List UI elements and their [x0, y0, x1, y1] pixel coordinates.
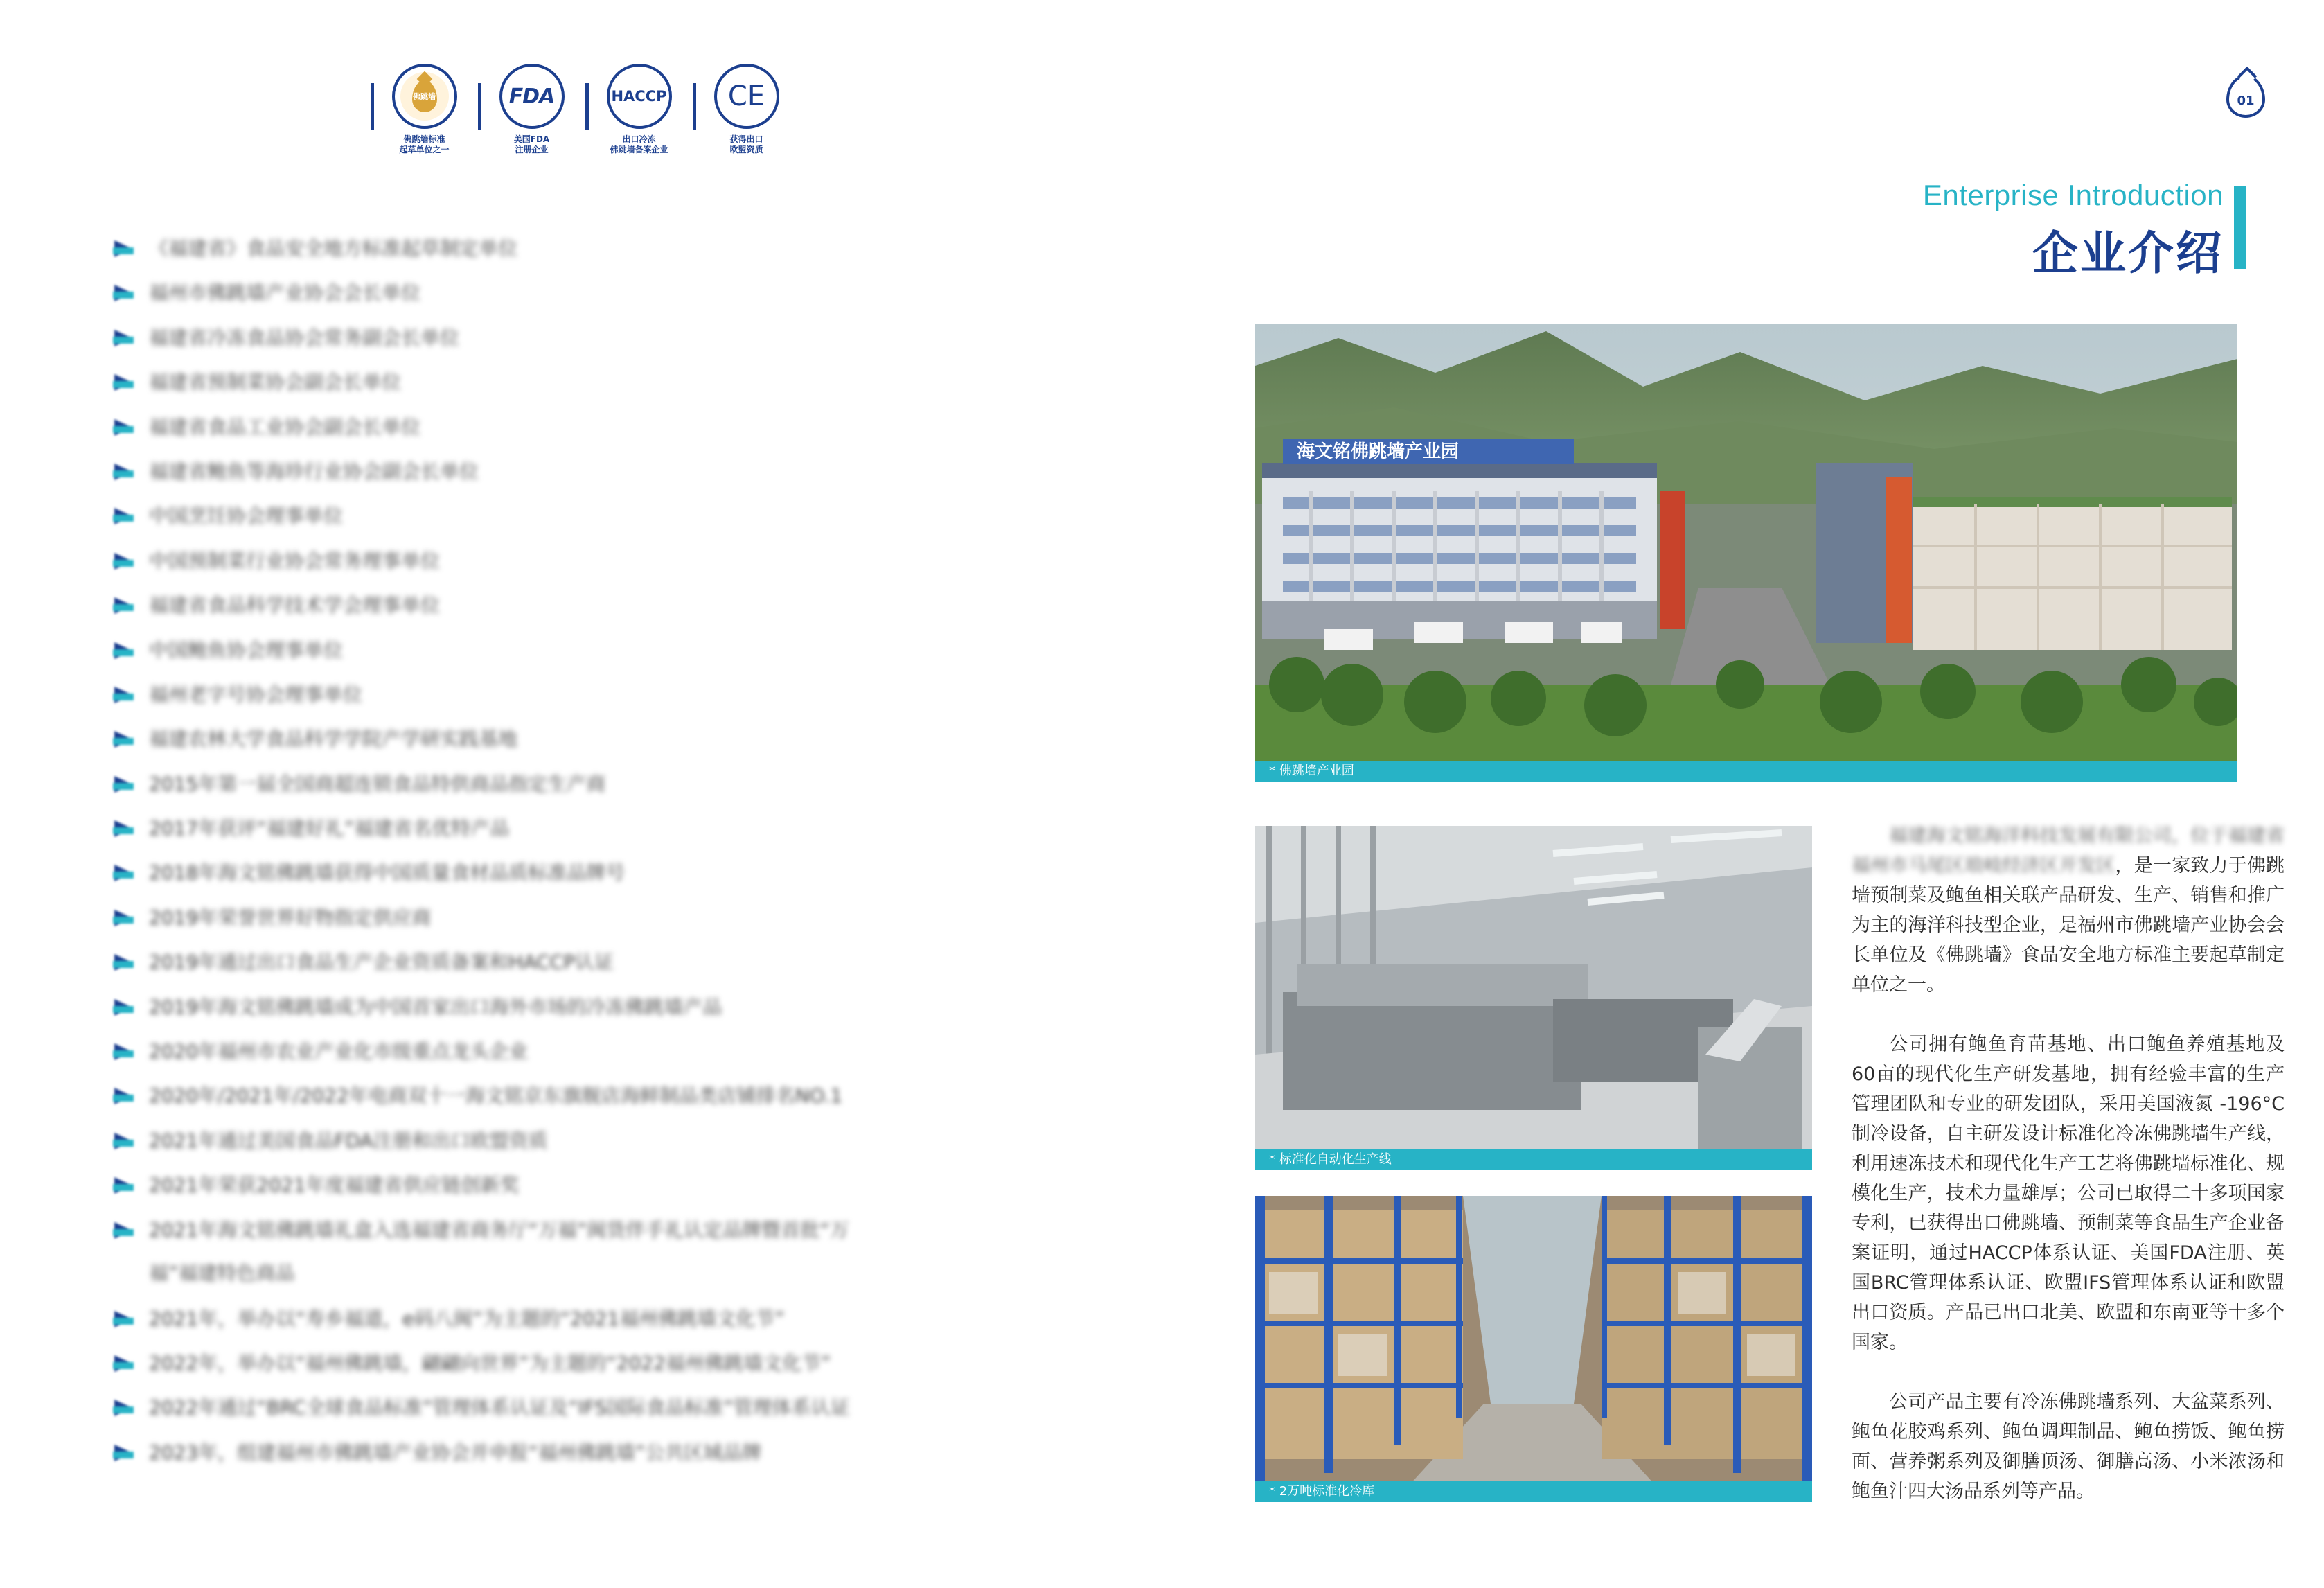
honor-text: 福建农林大学食品科学学院产学研实践基地 [149, 727, 518, 751]
arrow-bullet-icon [113, 730, 136, 749]
honor-text: 2019年荣誉世界好物指定供应商 [149, 906, 432, 929]
english-title: Enterprise Introduction [1922, 179, 2224, 211]
divider [478, 83, 481, 130]
divider [371, 83, 374, 130]
arrow-bullet-icon [113, 1221, 136, 1240]
arrow-bullet-icon [113, 1354, 136, 1373]
honor-text: 2018年海文铭佛跳墙获得中国质量食材品质标准品牌号 [149, 861, 626, 885]
honor-text: 福建省食品工业协会副会长单位 [149, 415, 421, 439]
arrow-bullet-icon [113, 239, 136, 258]
industrial-park-photo [1255, 324, 2237, 782]
honor-text: 2023年，组建福州市佛跳墙产业协会并申报“福州佛跳墙”公共区域品牌 [149, 1440, 762, 1464]
haccp-logo-icon: HACCP [607, 64, 672, 129]
arrow-bullet-icon [113, 552, 136, 571]
chinese-title: 企业介绍 [2032, 227, 2224, 280]
cert-caption: 美国FDA 注册企业 [513, 134, 550, 155]
divider [693, 83, 696, 130]
description-paragraph-3: 公司产品主要有冷冻佛跳墙系列、大盆菜系列、鲍鱼花胶鸡系列、鲍鱼调理制品、鲍鱼捞饭、鲍鱼捞面、营养粥系列及御膳顶汤、御膳高汤、小米浓汤和鲍鱼汁四大汤品系列等产品。 [1852, 1391, 2285, 1502]
honor-text: 2020年福州市农业产业化市级重点龙头企业 [149, 1040, 529, 1064]
cert-caption: 出口冷冻 佛跳墙备案企业 [610, 134, 668, 155]
arrow-bullet-icon [113, 953, 136, 972]
arrow-bullet-icon [113, 641, 136, 660]
arrow-bullet-icon [113, 1443, 136, 1463]
company-name-redacted: 福建海文铭海洋科技发展有限公司，位于福建省福州市马尾区琅岐经济区开发区 [1852, 825, 2285, 876]
honor-text: 中国预制菜行业协会常务理事单位 [149, 549, 441, 572]
photo-caption: * 佛跳墙产业园 [1255, 761, 2237, 782]
cold-storage-image [1255, 1196, 1812, 1502]
park-sign: 海文铭佛跳墙产业园 [1297, 441, 1460, 462]
honor-text: 2022年，举办以“福州佛跳墙，翩翩向世界”为主题的“2022福州佛跳墙文化节” [149, 1351, 831, 1375]
page-number-text: 01 [2237, 94, 2255, 108]
company-description [1852, 821, 2285, 1536]
cert-fotiaoqiang-standard [371, 64, 478, 155]
honor-text: 2021年海文铭佛跳墙礼盒入选福建省商务厅“万福”闽货伴手礼认定品牌暨首批“万 福”福建特色商品 [149, 1218, 849, 1285]
arrow-bullet-icon [113, 775, 136, 794]
production-line-photo [1255, 826, 1812, 1170]
arrow-bullet-icon [113, 1042, 136, 1061]
page-number [2226, 75, 2265, 118]
cert-caption: 获得出口 欧盟资质 [729, 134, 763, 155]
industrial-park-image [1255, 324, 2237, 782]
seal-text: 佛跳墙 [413, 92, 436, 101]
arrow-bullet-icon [113, 462, 136, 482]
title-accent-bar [2234, 186, 2246, 269]
arrow-bullet-icon [113, 685, 136, 705]
honor-text: 2021年通过美国食品FDA注册和出口欧盟资质 [149, 1129, 548, 1152]
honor-text: 福建省食品科学技术学会理事单位 [149, 594, 441, 617]
arrow-bullet-icon [113, 1176, 136, 1195]
arrow-bullet-icon [113, 596, 136, 615]
honor-item [113, 1218, 1015, 1309]
honor-text: 2019年通过出口食品生产企业资质备案和HACCP认证 [149, 951, 614, 974]
honor-text: 2021年荣获2021年度福建省供应链创新奖 [149, 1174, 520, 1197]
honor-text: 《福建省》食品安全地方标准起草制定单位 [149, 237, 518, 260]
honor-text: 福州市佛跳墙产业协会会长单位 [149, 281, 421, 305]
arrow-bullet-icon [113, 863, 136, 883]
arrow-bullet-icon [113, 373, 136, 392]
honor-text: 中国鲍鱼协会理事单位 [149, 638, 344, 662]
certification-badges [371, 64, 800, 155]
cold-storage-photo [1255, 1196, 1812, 1502]
honor-text: 2019年海文铭佛跳墙成为中国首家出口海外市场的冷冻佛跳墙产品 [149, 995, 722, 1018]
cert-ce [693, 64, 800, 155]
honor-text: 福建省预制菜协会副会长单位 [149, 371, 402, 394]
description-paragraph-2: 公司拥有鲍鱼育苗基地、出口鲍鱼养殖基地及60亩的现代化生产研发基地，拥有经验丰富的生产管理团队和专业的研发团队，采用美国液氮 -196°C制冷设备，自主研发设计标准化冷冻佛跳墙生产线，利用速冻技术和现代化生产工艺将佛跳墙标准化、规模化生产，技术力量雄厚；公司已取得二十多项国家专利，已获得出口佛跳墙、预制菜等食品生产企业备案证明，通过HACCP体系认证、美国FDA注册、英国BRC管理体系认证、欧盟IFS管理体系认证和欧盟出口资质。产品已出口北美、欧盟和东南亚等十多个国家。 [1852, 1034, 2285, 1353]
honor-item [113, 1440, 1015, 1488]
honor-text: 2022年通过“BRC全球食品标准”管理体系认证及“IFS国际食品标准”管理体系认证 [149, 1396, 850, 1420]
honor-text: 福州老字号协会理事单位 [149, 682, 363, 706]
arrow-bullet-icon [113, 908, 136, 928]
photo-caption: * 2万吨标准化冷库 [1255, 1481, 1812, 1502]
photo-caption: * 标准化自动化生产线 [1255, 1149, 1812, 1170]
cert-haccp [585, 64, 693, 155]
arrow-bullet-icon [113, 418, 136, 437]
honor-text: 2020年/2021年/2022年电商双十一海文铭京东旗舰店海鲜制品类店铺排名NO.1 [149, 1084, 843, 1108]
description-paragraph-1 [1852, 821, 2285, 1000]
arrow-bullet-icon [113, 1086, 136, 1106]
arrow-bullet-icon [113, 283, 136, 303]
arrow-bullet-icon [113, 506, 136, 526]
arrow-bullet-icon [113, 328, 136, 348]
arrow-bullet-icon [113, 1131, 136, 1151]
arrow-bullet-icon [113, 1398, 136, 1418]
cert-fda [478, 64, 585, 155]
honor-text: 福建省鲍鱼等海珍行业协会副会长单位 [149, 459, 479, 483]
divider [585, 83, 589, 130]
description-p1-text: ，是一家致力于佛跳墙预制菜及鲍鱼相关联产品研发、生产、销售和推广为主的海洋科技型企业，是福州市佛跳墙产业协会会长单位及《佛跳墙》食品安全地方标准主要起草制定单位之一。 [1852, 855, 2285, 996]
arrow-bullet-icon [113, 1309, 136, 1329]
arrow-bullet-icon [113, 819, 136, 838]
honor-text: 中国烹饪协会理事单位 [149, 504, 344, 528]
production-line-image [1255, 826, 1812, 1170]
fda-logo-icon: FDA [499, 64, 565, 129]
honor-text: 2017年获评“福建好礼”福建省名优特产品 [149, 817, 510, 840]
honors-list [113, 239, 1015, 1488]
honor-text: 2021年，举办以“寿乡福道，e码八闽”为主题的“2021福州佛跳墙文化节” [149, 1307, 785, 1330]
arrow-bullet-icon [113, 998, 136, 1017]
ce-mark-icon: CE [714, 64, 779, 129]
fotiaoqiang-seal-icon [392, 64, 457, 129]
honor-text: 福建省冷冻食品协会常务副会长单位 [149, 326, 460, 349]
honor-text: 2015年第一届全国商超连锁食品特供商品指定生产商 [149, 772, 606, 795]
cert-caption: 佛跳墙标准 起草单位之一 [399, 134, 450, 155]
